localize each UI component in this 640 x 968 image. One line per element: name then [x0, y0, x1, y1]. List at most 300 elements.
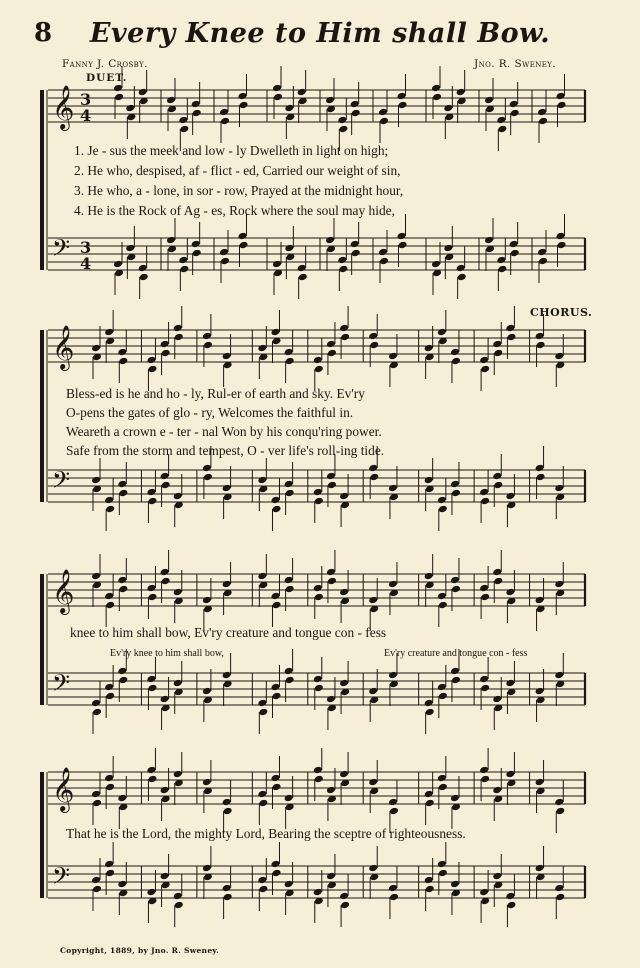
time-signature-bottom: 4 [80, 254, 92, 273]
note-head [117, 794, 127, 803]
treble-clef-icon: 𝄞 [52, 85, 75, 129]
note-head [257, 876, 267, 885]
note-head [450, 880, 460, 889]
note-head [379, 117, 389, 126]
note-head [104, 774, 114, 783]
note-head [555, 893, 565, 902]
note-head [285, 585, 295, 594]
note-head [238, 92, 248, 101]
note-head [105, 869, 115, 878]
note-head [484, 96, 494, 105]
copyright-notice: Copyright, 1889, by Jno. R. Sweney. [60, 946, 220, 955]
note-head [451, 489, 461, 498]
note-head [147, 684, 157, 693]
note-head [493, 349, 503, 358]
verse-1-part-2: Bless-ed is he and ho - ly, Rul-er of earth and sky. Ev'ry [66, 386, 365, 401]
note-head [105, 505, 115, 514]
note-head [340, 901, 350, 910]
treble-clef-icon: 𝄞 [52, 569, 75, 613]
note-head [368, 687, 378, 696]
note-head [298, 273, 308, 282]
note-head [220, 117, 230, 126]
note-head [173, 892, 183, 901]
note-head [388, 580, 398, 589]
note-head [351, 249, 361, 258]
note-head [350, 100, 360, 109]
note-head [202, 332, 212, 341]
note-head [160, 472, 170, 481]
note-head [179, 125, 189, 134]
note-head [351, 109, 361, 118]
note-head [191, 100, 201, 109]
note-head [450, 576, 460, 585]
note-head [431, 84, 441, 93]
note-head [222, 484, 232, 493]
note-head [554, 671, 564, 680]
note-head [202, 687, 212, 696]
note-head [510, 109, 520, 118]
note-head [338, 125, 348, 134]
note-head [219, 108, 229, 117]
note-head [368, 596, 378, 605]
note-head [272, 783, 282, 792]
note-head [161, 577, 171, 586]
note-head [557, 241, 567, 250]
note-head [258, 799, 268, 808]
note-head [138, 88, 148, 97]
note-head [397, 92, 407, 101]
note-head [104, 328, 114, 337]
note-head [339, 492, 349, 501]
note-head [479, 766, 489, 775]
note-head [438, 869, 448, 878]
note-head [509, 100, 519, 109]
note-head [223, 807, 233, 816]
note-head [538, 257, 548, 266]
note-head [350, 240, 360, 249]
note-head [313, 675, 323, 684]
note-head [174, 333, 184, 342]
note-head [480, 775, 490, 784]
note-head [424, 572, 434, 581]
note-head [538, 117, 548, 126]
note-head [497, 265, 507, 274]
note-head [271, 592, 281, 601]
note-head [326, 340, 336, 349]
note-head [438, 505, 448, 514]
note-head [398, 101, 408, 110]
note-head [160, 872, 170, 881]
note-head [505, 588, 515, 597]
note-head [92, 885, 102, 894]
note-head [192, 109, 202, 118]
note-head [285, 489, 295, 498]
note-head [368, 332, 378, 341]
note-head [173, 324, 183, 333]
chorus-line-1: knee to him shall bow, Ev'ry creature and tongue con - fess [70, 625, 387, 640]
note-head [388, 798, 398, 807]
note-head [438, 692, 448, 701]
note-head [338, 265, 348, 274]
note-head [118, 676, 128, 685]
note-head [118, 357, 128, 366]
note-head [505, 770, 515, 779]
note-head [271, 496, 281, 505]
note-head [284, 348, 294, 357]
note-head [104, 860, 114, 869]
note-head [166, 236, 176, 245]
note-head [497, 125, 507, 134]
note-head [92, 799, 102, 808]
note-head [114, 93, 124, 102]
note-head [505, 324, 515, 333]
note-head [535, 332, 545, 341]
note-head [284, 480, 294, 489]
note-head [536, 341, 546, 350]
note-head [424, 476, 434, 485]
note-head [327, 349, 337, 358]
note-head [271, 774, 281, 783]
note-head [505, 892, 515, 901]
note-head [535, 464, 545, 473]
note-head [257, 476, 267, 485]
note-head [438, 601, 448, 610]
note-head [554, 580, 564, 589]
note-head [272, 505, 282, 514]
note-head [271, 860, 281, 869]
note-head [178, 256, 188, 265]
note-head [424, 790, 434, 799]
verse-4-part-1: 4. He is the Rock of Ag - es, Rock where the soul may hide, [74, 203, 395, 218]
note-head [339, 679, 349, 688]
note-head [91, 876, 101, 885]
note-head [173, 492, 183, 501]
note-head [326, 472, 336, 481]
note-head [105, 601, 115, 610]
note-head [506, 333, 516, 342]
note-head [91, 344, 101, 353]
note-head [146, 675, 156, 684]
treble-clef-icon: 𝄞 [52, 767, 75, 811]
note-head [556, 232, 566, 241]
note-head [284, 794, 294, 803]
note-head [536, 473, 546, 482]
note-head [557, 101, 567, 110]
note-head [326, 872, 336, 881]
note-head [118, 585, 128, 594]
note-head [554, 484, 564, 493]
note-head [273, 93, 283, 102]
note-head [222, 580, 232, 589]
note-head [174, 901, 184, 910]
note-head [202, 864, 212, 873]
note-head [451, 676, 461, 685]
note-head [492, 568, 502, 577]
note-head [160, 695, 170, 704]
note-head [104, 683, 114, 692]
note-head [505, 679, 515, 688]
note-head [424, 876, 434, 885]
note-head [222, 798, 232, 807]
note-head [104, 496, 114, 505]
note-head [425, 799, 435, 808]
note-head [284, 244, 294, 253]
note-head [368, 778, 378, 787]
note-head [222, 884, 232, 893]
note-head [314, 365, 324, 374]
note-head [160, 340, 170, 349]
time-signature-top: 3 [80, 90, 92, 109]
note-head [327, 481, 337, 490]
note-head [424, 344, 434, 353]
note-head [161, 349, 171, 358]
note-head [257, 344, 267, 353]
note-head [389, 807, 399, 816]
note-head [480, 684, 490, 693]
note-head [146, 888, 156, 897]
note-head [147, 593, 157, 602]
note-head [284, 880, 294, 889]
note-head [105, 783, 115, 792]
note-head [368, 464, 378, 473]
note-head [313, 766, 323, 775]
duet-label: DUET. [86, 72, 128, 84]
note-head [139, 273, 149, 282]
note-head [147, 497, 157, 506]
note-head [397, 232, 407, 241]
note-head [313, 356, 323, 365]
note-head [457, 273, 467, 282]
note-head [456, 88, 466, 97]
note-head [203, 341, 213, 350]
note-head [479, 356, 489, 365]
note-head [556, 92, 566, 101]
note-head [388, 352, 398, 361]
note-head [554, 352, 564, 361]
note-head [480, 593, 490, 602]
note-head [437, 328, 447, 337]
note-head [326, 568, 336, 577]
note-head [368, 864, 378, 873]
chorus-line-2: That he is the Lord, the mighty Lord, Bearing the sceptre of righteousness. [66, 826, 466, 841]
note-head [505, 492, 515, 501]
note-head [125, 104, 135, 113]
treble-clef-icon: 𝄞 [52, 325, 75, 369]
note-head [388, 884, 398, 893]
note-head [160, 568, 170, 577]
note-head [258, 885, 268, 894]
note-head [117, 576, 127, 585]
chorus-label: CHORUS. [530, 306, 593, 319]
note-head [340, 333, 350, 342]
note-head [223, 893, 233, 902]
note-head [113, 260, 123, 269]
note-head [219, 248, 229, 257]
note-head [398, 241, 408, 250]
note-head [202, 778, 212, 787]
note-head [314, 497, 324, 506]
note-head [271, 328, 281, 337]
note-head [535, 778, 545, 787]
note-head [202, 596, 212, 605]
note-head [535, 687, 545, 696]
note-head [484, 236, 494, 245]
note-head [443, 104, 453, 113]
bass-clef-icon: 𝄢 [52, 669, 71, 702]
bass-clef-icon: 𝄢 [52, 466, 71, 499]
note-head [437, 592, 447, 601]
note-head [337, 256, 347, 265]
verse-2-part-1: 2. He who, despised, af - flict - ed, Carried our weight of sin, [74, 163, 401, 178]
note-head [339, 588, 349, 597]
note-head [258, 708, 268, 717]
note-head [554, 884, 564, 893]
note-head [456, 264, 466, 273]
note-head [92, 708, 102, 717]
note-head [192, 249, 202, 258]
note-head [91, 699, 101, 708]
note-head [202, 464, 212, 473]
chorus-echo-a: Ev'ry knee to him shall bow, [110, 648, 224, 659]
note-head [173, 770, 183, 779]
chorus-echo-b: Ev'ry creature and tongue con - fess [384, 648, 528, 659]
note-head [272, 601, 282, 610]
note-head [437, 774, 447, 783]
note-head [146, 584, 156, 593]
hymn-title: Every Knee to Him shall Bow. [89, 18, 551, 49]
note-head [257, 572, 267, 581]
composer-credit: Jno. R. Sweney. [474, 58, 557, 70]
time-signature-top: 3 [80, 238, 92, 257]
note-head [146, 356, 156, 365]
note-head [554, 798, 564, 807]
note-head [492, 695, 502, 704]
note-head [509, 240, 519, 249]
note-head [510, 249, 520, 258]
note-head [173, 679, 183, 688]
bass-clef-icon: 𝄢 [52, 234, 71, 267]
note-head [492, 340, 502, 349]
note-head [178, 116, 188, 125]
note-head [492, 872, 502, 881]
note-head [220, 257, 230, 266]
note-head [272, 692, 282, 701]
note-head [339, 324, 349, 333]
note-head [179, 265, 189, 274]
note-head [91, 476, 101, 485]
note-head [496, 116, 506, 125]
note-head [166, 96, 176, 105]
note-head [379, 257, 389, 266]
note-head [378, 248, 388, 257]
note-head [239, 241, 249, 250]
note-head [378, 108, 388, 117]
note-head [450, 667, 460, 676]
note-head [339, 770, 349, 779]
note-head [388, 484, 398, 493]
note-head [325, 236, 335, 245]
note-head [425, 885, 435, 894]
note-head [147, 365, 157, 374]
lyricist-credit: Fanny J. Crosby. [62, 58, 148, 70]
note-head [480, 365, 490, 374]
note-head [492, 472, 502, 481]
note-head [506, 901, 516, 910]
note-head [118, 489, 128, 498]
note-head [450, 348, 460, 357]
note-head [437, 860, 447, 869]
note-head [191, 240, 201, 249]
note-head [113, 84, 123, 93]
note-head [535, 596, 545, 605]
time-signature-bottom: 4 [80, 106, 92, 125]
note-head [437, 683, 447, 692]
note-head [117, 348, 127, 357]
note-head [479, 488, 489, 497]
verse-2-part-2: O-pens the gates of glo - ry, Welcomes the faithful in. [66, 405, 354, 420]
note-head [443, 244, 453, 253]
note-head [222, 352, 232, 361]
note-head [146, 766, 156, 775]
note-head [146, 488, 156, 497]
note-head [555, 807, 565, 816]
note-head [239, 101, 249, 110]
note-head [285, 357, 295, 366]
note-head [138, 264, 148, 273]
note-head [537, 248, 547, 257]
note-head [313, 584, 323, 593]
verse-3-part-1: 3. He who, a - lone, in sor - row, Prayed at the midnight hour, [74, 183, 404, 198]
note-head [535, 864, 545, 873]
note-head [389, 893, 399, 902]
note-head [117, 880, 127, 889]
note-head [284, 667, 294, 676]
verse-3-part-2: Weareth a crown e - ter - nal Won by his conqu'ring power. [66, 424, 382, 439]
note-head [369, 473, 379, 482]
note-head [271, 683, 281, 692]
verse-1-part-1: 1. Je - sus the meek and low - ly Dwelleth in light on high; [74, 143, 389, 158]
note-head [257, 699, 267, 708]
note-head [125, 244, 135, 253]
note-head [325, 96, 335, 105]
note-head [272, 84, 282, 93]
note-head [104, 592, 114, 601]
note-head [424, 699, 434, 708]
note-head [493, 577, 503, 586]
note-head [314, 775, 324, 784]
bass-clef-icon: 𝄢 [52, 862, 71, 895]
note-head [272, 869, 282, 878]
note-head [479, 584, 489, 593]
page-number: 8 [34, 18, 53, 48]
note-head [313, 488, 323, 497]
note-head [314, 593, 324, 602]
note-head [327, 577, 337, 586]
note-head [480, 497, 490, 506]
note-head [425, 708, 435, 717]
note-head [284, 104, 294, 113]
note-head [479, 675, 489, 684]
note-head [438, 783, 448, 792]
note-head [257, 790, 267, 799]
note-head [450, 794, 460, 803]
note-head [431, 260, 441, 269]
note-head [388, 671, 398, 680]
note-head [222, 671, 232, 680]
note-head [203, 473, 213, 482]
note-head [432, 93, 442, 102]
note-head [284, 576, 294, 585]
